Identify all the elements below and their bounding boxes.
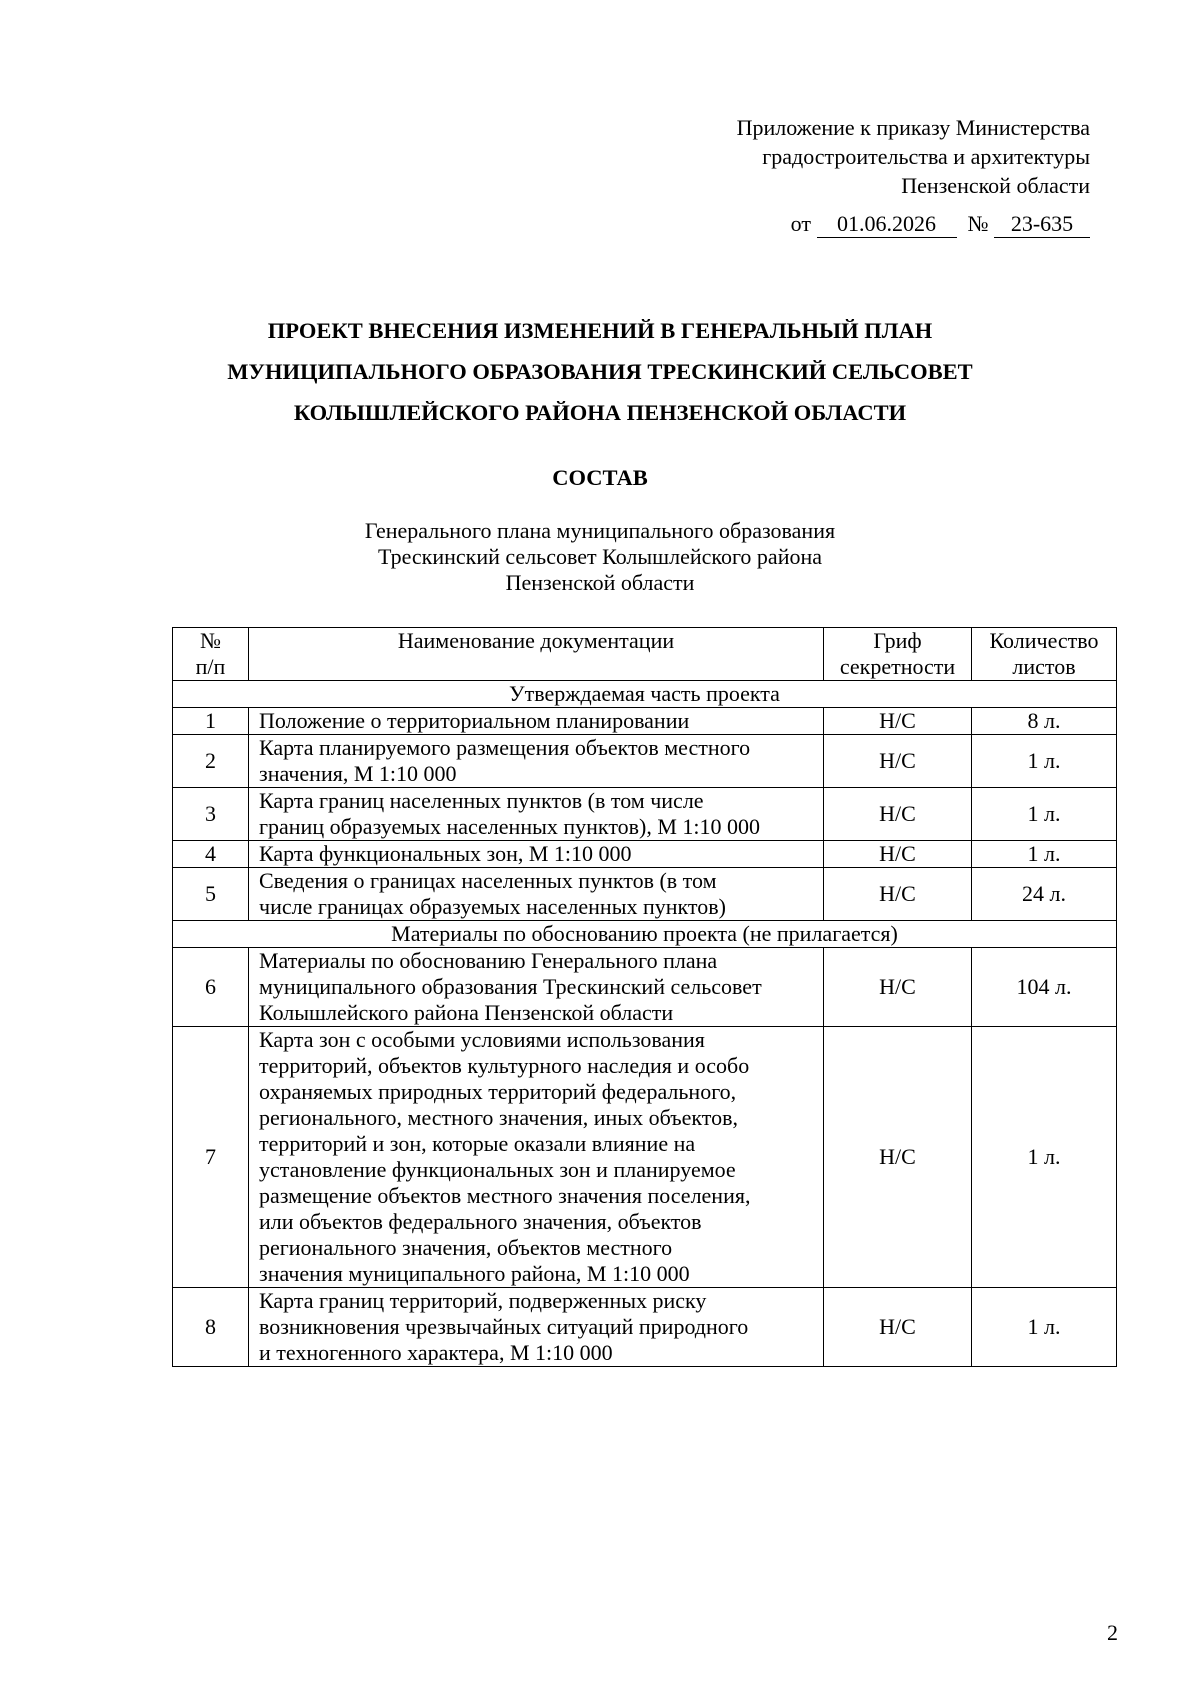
order-reference bbox=[791, 211, 1090, 238]
order-number: 23-635 bbox=[994, 211, 1090, 238]
table-row bbox=[173, 1027, 1117, 1288]
order-from-label: от bbox=[790, 211, 811, 236]
row-name-line: установление функциональных зон и планируемое bbox=[259, 1157, 736, 1182]
row-name-line: возникновения чрезвычайных ситуаций природного bbox=[259, 1314, 749, 1339]
appendix-header-line: градостроительства и архитектуры bbox=[762, 144, 1090, 169]
row-name bbox=[249, 948, 824, 1027]
row-number: 6 bbox=[173, 948, 249, 1027]
row-number: 8 bbox=[173, 1288, 249, 1367]
row-name-line: Карта границ территорий, подверженных риску bbox=[259, 1288, 707, 1313]
header-text: п/п bbox=[195, 654, 226, 679]
row-name bbox=[249, 1027, 824, 1288]
header-text: № bbox=[200, 628, 221, 653]
order-number-label: № bbox=[967, 211, 989, 236]
header-text: Гриф bbox=[873, 628, 922, 653]
row-name-line: значения, М 1:10 000 bbox=[259, 761, 457, 786]
column-header-number bbox=[173, 628, 249, 681]
composition-table bbox=[172, 627, 1117, 1367]
row-name-line: границ образуемых населенных пунктов), М 1:10 000 bbox=[259, 814, 761, 839]
document-subtitle-line: Генерального плана муниципального образования bbox=[364, 518, 836, 543]
row-name bbox=[249, 708, 824, 735]
row-number: 3 bbox=[173, 788, 249, 841]
row-grif: Н/С bbox=[824, 1027, 972, 1288]
row-name-line: охраняемых природных территорий федерального, bbox=[259, 1079, 737, 1104]
appendix-header-line: Пензенской области bbox=[901, 173, 1090, 198]
row-name-line: муниципального образования Трескинский сельсовет bbox=[259, 974, 762, 999]
row-number: 2 bbox=[173, 735, 249, 788]
row-name bbox=[249, 841, 824, 868]
row-name-line: регионального, местного значения, иных объектов, bbox=[259, 1105, 738, 1130]
row-name bbox=[249, 1288, 824, 1367]
row-name-line: Колышлейского района Пензенской области bbox=[259, 1000, 674, 1025]
row-name-line: Карта функциональных зон, М 1:10 000 bbox=[259, 841, 632, 866]
row-quantity: 1 л. bbox=[972, 1027, 1117, 1288]
column-header-name bbox=[249, 628, 824, 681]
row-name-line: Сведения о границах населенных пунктов (в том bbox=[259, 868, 717, 893]
section-label: Материалы по обоснованию проекта (не прилагается) bbox=[173, 921, 1117, 948]
table-row bbox=[173, 708, 1117, 735]
row-grif: Н/С bbox=[824, 735, 972, 788]
table-row bbox=[173, 1288, 1117, 1367]
row-name-line: Материалы по обоснованию Генерального плана bbox=[259, 948, 718, 973]
document-subtitle-line: Пензенской области bbox=[505, 570, 695, 595]
column-header-grif bbox=[824, 628, 972, 681]
page-number: 2 bbox=[1107, 1620, 1118, 1645]
row-number: 4 bbox=[173, 841, 249, 868]
document-title-line: МУНИЦИПАЛЬНОГО ОБРАЗОВАНИЯ ТРЕСКИНСКИЙ СЕЛЬСОВЕТ bbox=[227, 359, 973, 384]
row-grif: Н/С bbox=[824, 948, 972, 1027]
row-name bbox=[249, 788, 824, 841]
row-name-line: или объектов федерального значения, объектов bbox=[259, 1209, 702, 1234]
section-heading: СОСТАВ bbox=[552, 465, 648, 490]
table-section-row bbox=[173, 681, 1117, 708]
row-number: 7 bbox=[173, 1027, 249, 1288]
column-header-quantity bbox=[972, 628, 1117, 681]
row-name-line: Карта границ населенных пунктов (в том числе bbox=[259, 788, 704, 813]
row-name-line: числе границах образуемых населенных пунктов) bbox=[259, 894, 726, 919]
table-row bbox=[173, 735, 1117, 788]
row-name bbox=[249, 868, 824, 921]
row-name bbox=[249, 735, 824, 788]
row-quantity: 24 л. bbox=[972, 868, 1117, 921]
header-text: Наименование документации bbox=[397, 628, 675, 653]
row-name-line: Положение о территориальном планировании bbox=[259, 708, 690, 733]
document-subtitle bbox=[0, 518, 1200, 596]
document-title-line: КОЛЫШЛЕЙСКОГО РАЙОНА ПЕНЗЕНСКОЙ ОБЛАСТИ bbox=[293, 400, 907, 425]
table-row bbox=[173, 868, 1117, 921]
row-name-line: размещение объектов местного значения поселения, bbox=[259, 1183, 751, 1208]
section-label: Утверждаемая часть проекта bbox=[173, 681, 1117, 708]
row-name-line: Карта планируемого размещения объектов местного bbox=[259, 735, 751, 760]
row-quantity: 8 л. bbox=[972, 708, 1117, 735]
header-text: Количество bbox=[989, 628, 1099, 653]
row-quantity: 1 л. bbox=[972, 841, 1117, 868]
appendix-header bbox=[737, 113, 1090, 200]
table-row bbox=[173, 948, 1117, 1027]
table-row bbox=[173, 788, 1117, 841]
table-row bbox=[173, 841, 1117, 868]
row-quantity: 1 л. bbox=[972, 788, 1117, 841]
row-number: 5 bbox=[173, 868, 249, 921]
row-grif: Н/С bbox=[824, 1288, 972, 1367]
row-quantity: 104 л. bbox=[972, 948, 1117, 1027]
document-title bbox=[0, 310, 1200, 433]
order-date: 01.06.2026 bbox=[817, 211, 957, 238]
document-title-line: ПРОЕКТ ВНЕСЕНИЯ ИЗМЕНЕНИЙ В ГЕНЕРАЛЬНЫЙ ПЛАН bbox=[267, 318, 933, 343]
row-name-line: и техногенного характера, М 1:10 000 bbox=[259, 1340, 613, 1365]
row-name-line: территорий и зон, которые оказали влияние на bbox=[259, 1131, 696, 1156]
header-text: листов bbox=[1012, 654, 1076, 679]
row-name-line: территорий, объектов культурного наследия и особо bbox=[259, 1053, 750, 1078]
row-grif: Н/С bbox=[824, 841, 972, 868]
row-name-line: регионального значения, объектов местного bbox=[259, 1235, 673, 1260]
row-quantity: 1 л. bbox=[972, 1288, 1117, 1367]
row-name-line: значения муниципального района, М 1:10 000 bbox=[259, 1261, 690, 1286]
row-grif: Н/С bbox=[824, 708, 972, 735]
header-text: секретности bbox=[839, 654, 956, 679]
row-quantity: 1 л. bbox=[972, 735, 1117, 788]
document-subtitle-line: Трескинский сельсовет Колышлейского района bbox=[377, 544, 823, 569]
appendix-header-line: Приложение к приказу Министерства bbox=[736, 115, 1090, 140]
row-grif: Н/С bbox=[824, 868, 972, 921]
row-number: 1 bbox=[173, 708, 249, 735]
table-section-row bbox=[173, 921, 1117, 948]
row-name-line: Карта зон с особыми условиями использования bbox=[259, 1027, 705, 1052]
table-header-row bbox=[173, 628, 1117, 681]
row-grif: Н/С bbox=[824, 788, 972, 841]
